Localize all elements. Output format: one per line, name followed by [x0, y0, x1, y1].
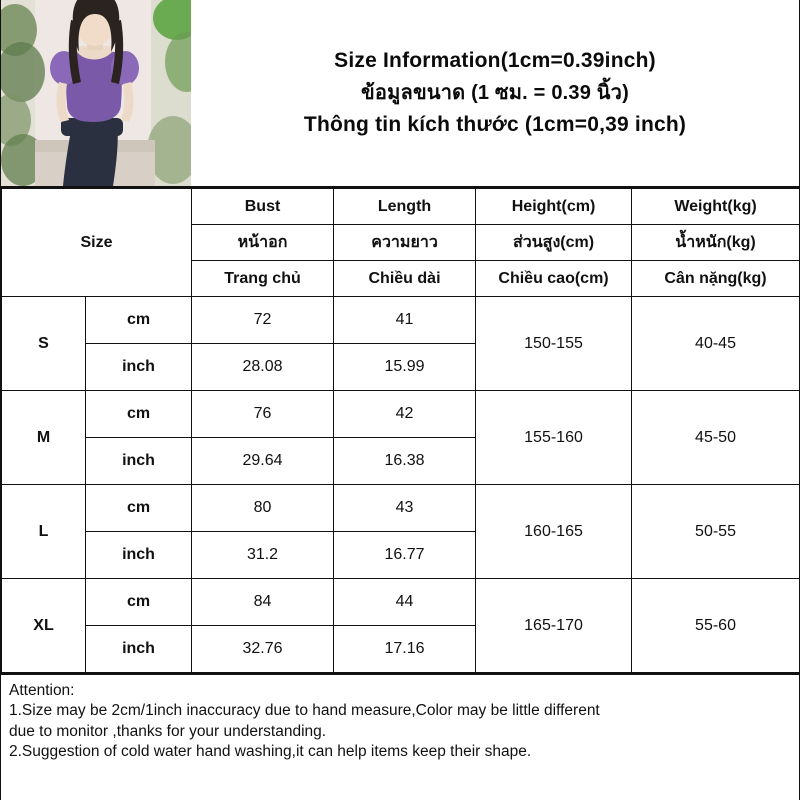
header-height-th: ส่วนสูง(cm): [476, 225, 632, 261]
header-bust-th: หน้าอก: [192, 225, 334, 261]
header-weight-th: น้ำหนัก(kg): [632, 225, 800, 261]
header-weight-vi: Cân nặng(kg): [632, 261, 800, 297]
attention-line-1: 1.Size may be 2cm/1inch inaccuracy due to hand measure,Color may be little different: [9, 702, 600, 720]
cell-weight-s: 40-45: [632, 297, 800, 391]
cell-bust-cm-m: 76: [192, 391, 334, 438]
row-unit-inch: inch: [86, 626, 192, 673]
table-row: [2, 485, 800, 532]
cell-length-cm-l: 43: [334, 485, 476, 532]
cell-height-xl: 165-170: [476, 579, 632, 673]
cell-length-cm-s: 41: [334, 297, 476, 344]
cell-length-cm-m: 42: [334, 391, 476, 438]
attention-line-3: 2.Suggestion of cold water hand washing,it can help items keep their shape.: [9, 743, 532, 761]
title-block: [191, 0, 799, 186]
header-height-en: Height(cm): [476, 189, 632, 225]
row-size-xl: XL: [2, 579, 86, 673]
cell-height-s: 150-155: [476, 297, 632, 391]
header-weight-en: Weight(kg): [632, 189, 800, 225]
cell-bust-inch-s: 28.08: [192, 344, 334, 391]
table-row: [2, 391, 800, 438]
cell-weight-m: 45-50: [632, 391, 800, 485]
cell-bust-cm-s: 72: [192, 297, 334, 344]
cell-bust-cm-xl: 84: [192, 579, 334, 626]
cell-weight-l: 50-55: [632, 485, 800, 579]
title-thai: ข้อมูลขนาด (1 ซม. = 0.39 นิ้ว): [361, 81, 629, 104]
cell-bust-inch-m: 29.64: [192, 438, 334, 485]
row-unit-inch: inch: [86, 344, 192, 391]
row-unit-cm: cm: [86, 485, 192, 532]
cell-height-l: 160-165: [476, 485, 632, 579]
header-length-th: ความยาว: [334, 225, 476, 261]
cell-weight-xl: 55-60: [632, 579, 800, 673]
row-size-l: L: [2, 485, 86, 579]
attention-line-2: due to monitor ,thanks for your understanding.: [9, 722, 327, 740]
cell-length-cm-xl: 44: [334, 579, 476, 626]
table-row: [2, 297, 800, 344]
row-size-m: M: [2, 391, 86, 485]
header-length-en: Length: [334, 189, 476, 225]
cell-bust-inch-xl: 32.76: [192, 626, 334, 673]
row-unit-inch: inch: [86, 438, 192, 485]
row-unit-cm: cm: [86, 391, 192, 438]
table-row: [2, 579, 800, 626]
header-size-label: Size: [2, 189, 192, 297]
row-unit-cm: cm: [86, 579, 192, 626]
row-unit-inch: inch: [86, 532, 192, 579]
cell-length-inch-xl: 17.16: [334, 626, 476, 673]
cell-bust-cm-l: 80: [192, 485, 334, 532]
header-height-vi: Chiều cao(cm): [476, 261, 632, 297]
title-english: Size Information(1cm=0.39inch): [334, 49, 656, 73]
product-photo: [1, 0, 191, 186]
cell-length-inch-s: 15.99: [334, 344, 476, 391]
bottom-spacer: [1, 740, 799, 800]
row-unit-cm: cm: [86, 297, 192, 344]
cell-bust-inch-l: 31.2: [192, 532, 334, 579]
cell-height-m: 155-160: [476, 391, 632, 485]
header-bust-vi: Trang chủ: [192, 261, 334, 297]
row-size-s: S: [2, 297, 86, 391]
model-photo-illustration: [1, 0, 191, 186]
attention-heading: Attention:: [9, 682, 75, 699]
table-header-row-en: [2, 189, 800, 225]
title-vietnamese: Thông tin kích thước (1cm=0,39 inch): [303, 112, 687, 136]
header-length-vi: Chiều dài: [334, 261, 476, 297]
header-bust-en: Bust: [192, 189, 334, 225]
cell-length-inch-l: 16.77: [334, 532, 476, 579]
cell-length-inch-m: 16.38: [334, 438, 476, 485]
size-table: [1, 188, 800, 673]
header: [1, 0, 799, 188]
